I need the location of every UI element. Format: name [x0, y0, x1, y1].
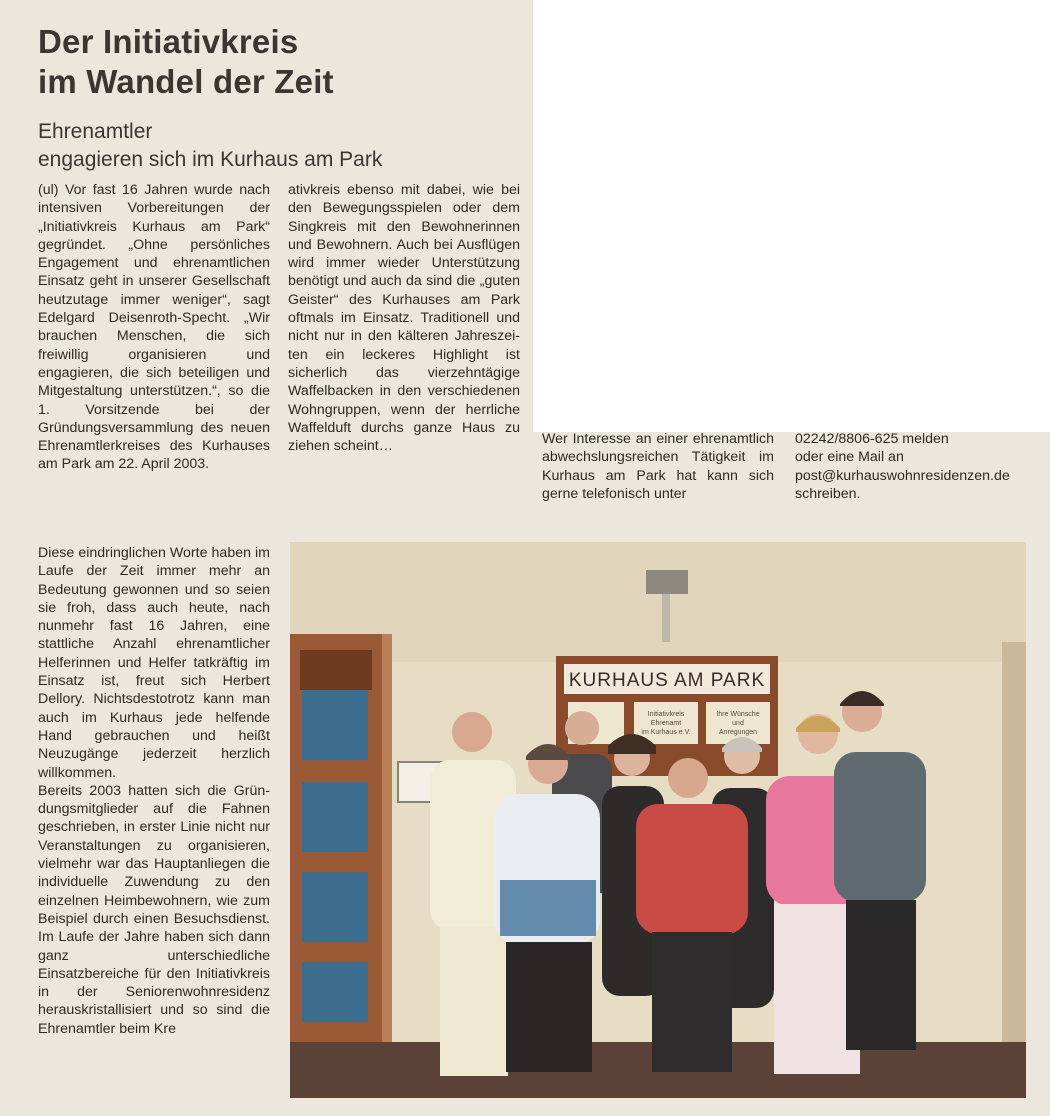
article-headline: [38, 22, 518, 102]
subhead-line-1: Ehrenamtler: [38, 120, 153, 143]
plaque-1-line-1: Initiativkreis: [647, 711, 685, 718]
plaque-2-line-2: und: [732, 720, 744, 727]
person-front-3: [636, 758, 748, 1072]
contact-mail-intro: oder eine Mail an: [795, 449, 904, 466]
article-column-2: [288, 181, 520, 455]
wall-lamp: [646, 570, 688, 594]
paragraph-words: Diese eindringlichen Worte haben im Laufe der Zeit immer mehr an Bedeutung gewonnen und so seien sie froh, dass auch heute, nach nunmehr fast 16 Jahren, eine stattliche Anzahl ehrenamtlicher Helferinnen und Helfer tatkräftig im Einsatz ist, freut sich Herbert Dellory. Nichtsdestotrotz kann man auch im Kurhaus jede helfende Hand gebrauchen und heißt Neuzugänge jederzeit herzlich willkommen.: [38, 545, 270, 781]
paragraph-intro: (ul) Vor fast 16 Jahren wurde nach intensiven Vorbereitungen der „Initiativkreis Kurhaus am Park“ gegründet. „Ohne persönliches Engagement und ehrenamtlichen Einsatz geht in unserer Gesellschaft heutzutage immer weniger“, sagt Edelgard Deisenroth-Specht. „Wir brauchen Menschen, die sich freiwillig organisieren und engagieren, die sich beteiligen und Mitgestaltung unterstützen.“, so die 1. Vorsitzende bei der Gründungsversammlung des neuen Ehrenamtlerkreises des Kurhauses am Park am 22. April 2003.: [38, 182, 270, 473]
headline-line-2: im Wandel der Zeit: [38, 63, 334, 100]
photo-illustration: [290, 542, 1026, 1098]
paragraph-founding: Bereits 2003 hatten sich die Gründungsmitglieder auf die Fahnen geschrieben, in erster Linie nicht nur Veranstaltungen zu organisieren, vielmehr war das Hauptanliegen die individuelle Zuwendung zu den einzelnen Heimbewohnern, wie zum Beispiel durch einen Besuchsdienst. Im Laufe der Jahre haben sich dann ganz unterschiedliche Einsatzbereiche für den Initiativkreis in der Seniorenwohnresidenz herauskristallisiert und so sind die Ehrenamtler beim Kre: [38, 782, 270, 1037]
article-column-1-continued: [38, 544, 270, 1038]
plaque-1-line-2: Ehrenamt: [650, 720, 682, 727]
blank-area: [533, 0, 1050, 432]
subhead-line-2: engagieren sich im Kurhaus am Park: [38, 148, 383, 171]
contact-phone: 02242/8806-625 melden: [795, 431, 949, 447]
headline-line-1: Der Initiativkreis: [38, 23, 299, 60]
article-column-1: [38, 181, 270, 474]
article-subhead: [38, 118, 518, 174]
article-column-3: [542, 430, 774, 503]
plaque-2-line-3: Anregungen: [718, 729, 758, 736]
plaque-2-line-1: Ihre Wünsche: [716, 711, 760, 718]
contact-end: schreiben.: [795, 485, 861, 502]
article-column-4: [795, 430, 1035, 503]
paragraph-contact: Wer Interesse an einer ehrenamtlich abwechslungsreichen Tätigkeit im Kurhaus am Park hat kann sich gerne telefonisch unter: [542, 431, 774, 502]
plaque-1-line-3: im Kurhaus e.V.: [641, 729, 691, 736]
group-photo: [290, 542, 1026, 1098]
contact-email: post@kurhauswohnresidenzen.de: [795, 467, 1010, 484]
board-title: KURHAUS AM PARK: [568, 670, 766, 691]
paragraph-activities: ativkreis ebenso mit dabei, wie bei den Bewegungsspielen oder dem Singkreis mit den Bewohnerinnen und Bewohnern. Auch bei Ausflügen wird immer wieder Unterstützung benötigt und auch da sind die „guten Geister“ des Kurhauses am Park oftmals im Einsatz. Traditionell und nicht nur in den kälteren Jahreszeiten ein leckeres Highlight ist sicherlich das vierzehntägige Waffelbacken in den verschiedenen Wohngruppen, wenn der herrliche Waffelduft durchs ganze Haus zu ziehen scheint…: [288, 182, 520, 455]
